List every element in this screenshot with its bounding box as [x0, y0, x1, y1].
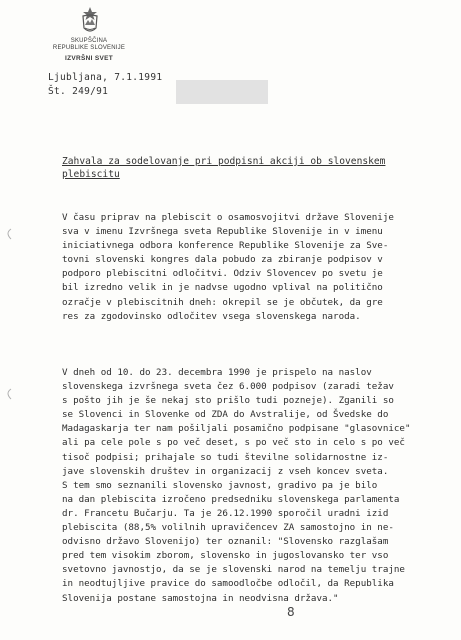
- text-line: s pošto jih je še nekaj sto prišlo tudi pozneje). Zganili so: [62, 395, 394, 407]
- redaction-block: [176, 80, 268, 104]
- text-line: Madagaskarja ter nam pošiljali posamično podpisane "glasovnice": [62, 423, 411, 435]
- slovenian-coat-of-arms-icon: [80, 4, 100, 36]
- text-line: V dneh od 10. do 23. decembra 1990 je prispelo na naslov: [62, 367, 372, 378]
- letter-subject: [62, 155, 412, 181]
- subject-line: plebiscitu: [62, 169, 120, 180]
- text-line: se Slovenci in Slovenke od ZDA do Avstralije, od Švedske do: [62, 409, 389, 421]
- text-line: ozračje v plebiscitnih dneh: okrepil se je občutek, da gre: [62, 296, 383, 308]
- text-line: ali pa cele pole s po več deset, s po več sto in celo s po več: [62, 437, 405, 449]
- institution-name: SKUPŠČINA: [70, 38, 108, 44]
- paragraph-2: [62, 366, 432, 606]
- reference-number: Št. 249/91: [48, 86, 109, 97]
- text-line: tisoč podpisi; prihajale so tudi številne solidarnostne iz-: [62, 451, 389, 463]
- text-line: iniciativnega odbora konference Republike Slovenije za Sve-: [62, 240, 389, 252]
- text-line: odvisno državo Slovenijo) ter oznanil: "Slovensko razglašam: [62, 536, 389, 548]
- punch-hole-mark: [3, 388, 13, 400]
- subject-line: Zahvala za sodelovanje pri podpisni akciji ob slovenskem: [62, 156, 386, 167]
- text-line: dr. Francetu Bučarju. Ta je 26.12.1990 sporočil uradni izid: [62, 507, 389, 519]
- page-number: 8: [287, 605, 295, 619]
- text-line: Slovenija postane samostojna in neodvisna država.": [62, 592, 339, 604]
- text-line: pred tem visokim zborom, slovensko in jugoslovansko ter vso: [62, 550, 389, 562]
- text-line: tovni slovenski kongres dala pobudo za zbiranje podpisov v: [62, 254, 383, 266]
- text-line: V času priprav na plebiscit o osamosvojitvi države Slovenije: [62, 212, 394, 223]
- text-line: res za zgodovinsko odločitev vsega slovenskega naroda.: [62, 310, 361, 322]
- institution-republic: REPUBLIKE SLOVENIJE: [52, 45, 126, 51]
- text-line: slovenskega izvršnega sveta čez 6.000 podpisov (zaradi težav: [62, 381, 394, 393]
- text-line: S tem smo seznanili slovensko javnost, gradivo pa je bilo: [62, 479, 378, 491]
- text-line: sva v imenu Izvršnega sveta Republike Slovenije in v imenu: [62, 226, 383, 238]
- text-line: svetovno javnostjo, da se je slovenski narod na temelju trajne: [62, 564, 405, 576]
- paragraph-1: [62, 211, 432, 324]
- text-line: in neodtujljive pravice do samoodločbe odločil, da Republika: [62, 578, 394, 590]
- text-line: bil izredno velik in je nadvse ugodno vplival na politično: [62, 282, 383, 294]
- punch-hole-mark: [3, 228, 13, 240]
- text-line: podporo plebiscitni odločitvi. Odziv Slovencev po svetu je: [62, 268, 383, 280]
- executive-council: IZVRŠNI SVET: [64, 55, 114, 62]
- place-date: Ljubljana, 7.1.1991: [48, 72, 163, 83]
- text-line: plebiscita (88,5% volilnih upravičencev ZA samostojno in ne-: [62, 522, 394, 534]
- text-line: jave slovenskih društev in organizacij z vseh koncev sveta.: [62, 465, 389, 477]
- text-line: na dan plebiscita izročeno predsedniku slovenskega parlamenta: [62, 493, 400, 505]
